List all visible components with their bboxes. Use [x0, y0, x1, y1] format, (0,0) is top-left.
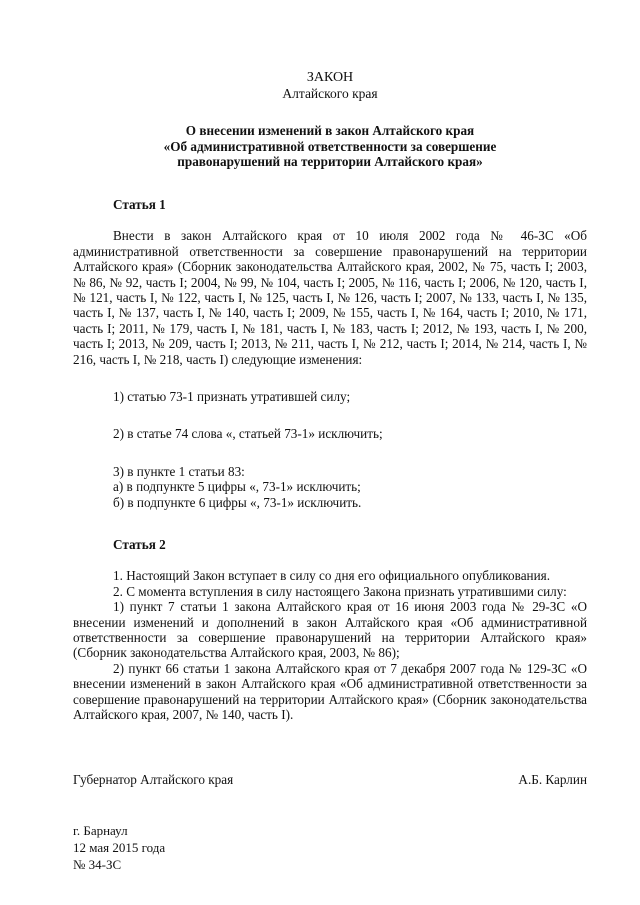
- article-1-intro: Внести в закон Алтайского края от 10 июля 2002 года № 46-ЗС «Об административной ответственности за совершение правонарушений на территории Алтайского края» (Сборник законодательства Алтайского края, 2002, № 75, часть I; 2003, № 86, № 92, часть I; 2004, № 99, № 104, часть I; 2005, № 116, часть I; 2006, № 120, часть I, № 121, часть I, № 122, часть I, № 125, часть I, № 126, часть I; 2007, № 133, часть I, № 135, часть I, № 137, часть I, № 140, часть I; 2009, № 155, часть I, № 164, часть I; 2010, № 171, часть I; 2011, № 179, часть I, № 181, часть I, № 183, часть I; 2012, № 193, часть I, № 200, часть I; 2013, № 209, часть I; 2013, № 211, часть I, № 212, часть I; 2014, № 214, часть I, № 216, часть I, № 218, часть I) следующие изменения:: [73, 228, 587, 367]
- signature-block: [73, 772, 587, 787]
- article-1-item-3b: б) в подпункте 6 цифры «, 73-1» исключить.: [113, 494, 362, 510]
- document-title: ЗАКОН: [306, 70, 354, 85]
- article-1-title: Статья 1: [113, 196, 166, 212]
- heading-line-3: правонарушений на территории Алтайского края»: [177, 154, 483, 170]
- article-1-item-2: 2) в статье 74 слова «, статьей 73-1» исключить;: [113, 426, 383, 442]
- article-2-title: Статья 2: [113, 537, 166, 552]
- signatory-position: Губернатор Алтайского края: [73, 772, 234, 788]
- place-date-block: [73, 822, 587, 873]
- article-2-paragraph-4: 2) пункт 66 статьи 1 закона Алтайского края от 7 декабря 2007 года № 129-ЗС «О внесении изменений в закон Алтайского края «Об административной ответственности за совершение правонарушений на территории Алтайского края» (Сборник законодательства Алтайского края, 2007, № 140, часть I).: [73, 660, 587, 723]
- article-1-item-3: 3) в пункте 1 статьи 83:: [113, 463, 245, 479]
- heading-line-1: О внесении изменений в закон Алтайского края: [185, 123, 475, 139]
- signatory-name: А.Б. Карлин: [518, 772, 587, 788]
- law-heading: [73, 123, 587, 170]
- document-subtitle: Алтайского края: [282, 86, 378, 101]
- article-2-paragraph-3: 1) пункт 7 статьи 1 закона Алтайского края от 16 июня 2003 года № 29-ЗС «О внесении изменений и дополнений в закон Алтайского края «Об административной ответственности за совершение правонарушений на территории Алтайского края» (Сборник законодательства Алтайского края, 2003, № 86);: [73, 599, 587, 661]
- law-document: [73, 70, 587, 873]
- city: г. Барнаул: [73, 822, 128, 838]
- article-2-paragraph-1: 1. Настоящий Закон вступает в силу со дня его официального опубликования.: [113, 568, 551, 584]
- date: 12 мая 2015 года: [73, 839, 166, 855]
- article-1-item-1: 1) статью 73-1 признать утратившей силу;: [113, 388, 351, 404]
- article-2-paragraph-2: 2. С момента вступления в силу настоящего Закона признать утратившими силу:: [113, 583, 567, 599]
- law-number: № 34-ЗС: [73, 856, 122, 872]
- heading-line-2: «Об административной ответственности за совершение: [163, 138, 497, 154]
- article-1-item-3a: а) в подпункте 5 цифры «, 73-1» исключить;: [113, 479, 361, 495]
